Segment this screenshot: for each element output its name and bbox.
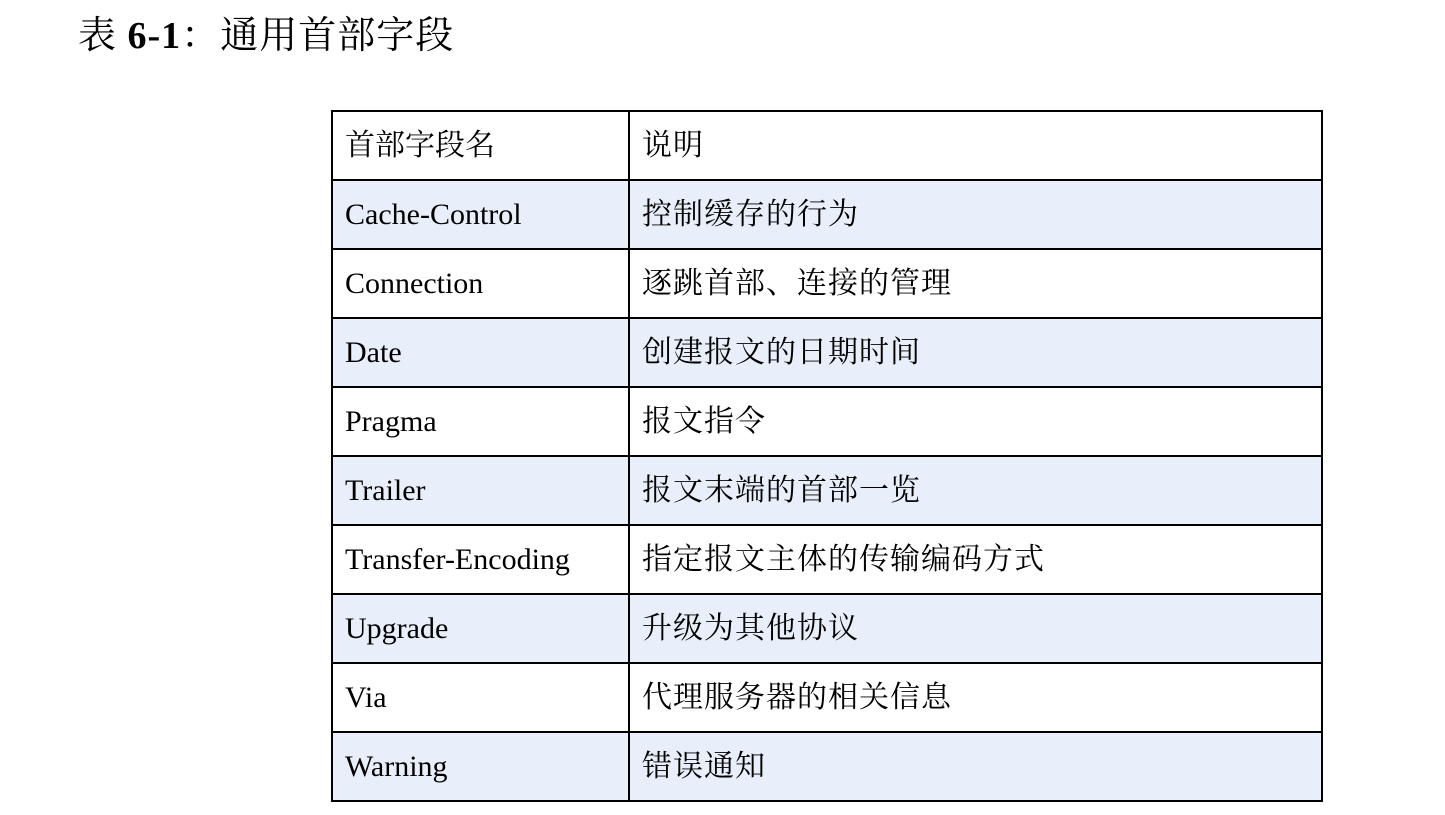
cell-field-name: Cache-Control xyxy=(332,180,629,249)
table-row xyxy=(332,318,1322,387)
table-row xyxy=(332,180,1322,249)
column-header-description: 说明 xyxy=(629,111,1322,180)
caption-title: 通用首部字段 xyxy=(220,15,455,57)
cell-description: 创建报文的日期时间 xyxy=(629,318,1322,387)
cell-description: 报文指令 xyxy=(629,387,1322,456)
cell-field-name: Via xyxy=(332,663,629,732)
table-header-row xyxy=(332,111,1322,180)
caption-prefix: 表 xyxy=(78,15,128,57)
cell-description: 逐跳首部、连接的管理 xyxy=(629,249,1322,318)
caption-separator: ： xyxy=(181,15,221,57)
cell-field-name: Upgrade xyxy=(332,594,629,663)
table-row xyxy=(332,732,1322,801)
table-caption xyxy=(78,8,454,64)
cell-field-name: Pragma xyxy=(332,387,629,456)
table-row xyxy=(332,387,1322,456)
table-row xyxy=(332,594,1322,663)
headers-table xyxy=(331,110,1323,802)
cell-description: 报文末端的首部一览 xyxy=(629,456,1322,525)
cell-description: 指定报文主体的传输编码方式 xyxy=(629,525,1322,594)
caption-number: 6-1 xyxy=(127,15,182,57)
cell-field-name: Trailer xyxy=(332,456,629,525)
cell-description: 控制缓存的行为 xyxy=(629,180,1322,249)
table-row xyxy=(332,525,1322,594)
cell-field-name: Warning xyxy=(332,732,629,801)
column-header-field-name: 首部字段名 xyxy=(332,111,629,180)
cell-field-name: Transfer-Encoding xyxy=(332,525,629,594)
cell-description: 升级为其他协议 xyxy=(629,594,1322,663)
cell-field-name: Connection xyxy=(332,249,629,318)
table-row xyxy=(332,456,1322,525)
table-row xyxy=(332,249,1322,318)
table-row xyxy=(332,663,1322,732)
cell-description: 代理服务器的相关信息 xyxy=(629,663,1322,732)
general-header-fields-table xyxy=(331,110,1321,802)
cell-field-name: Date xyxy=(332,318,629,387)
cell-description: 错误通知 xyxy=(629,732,1322,801)
